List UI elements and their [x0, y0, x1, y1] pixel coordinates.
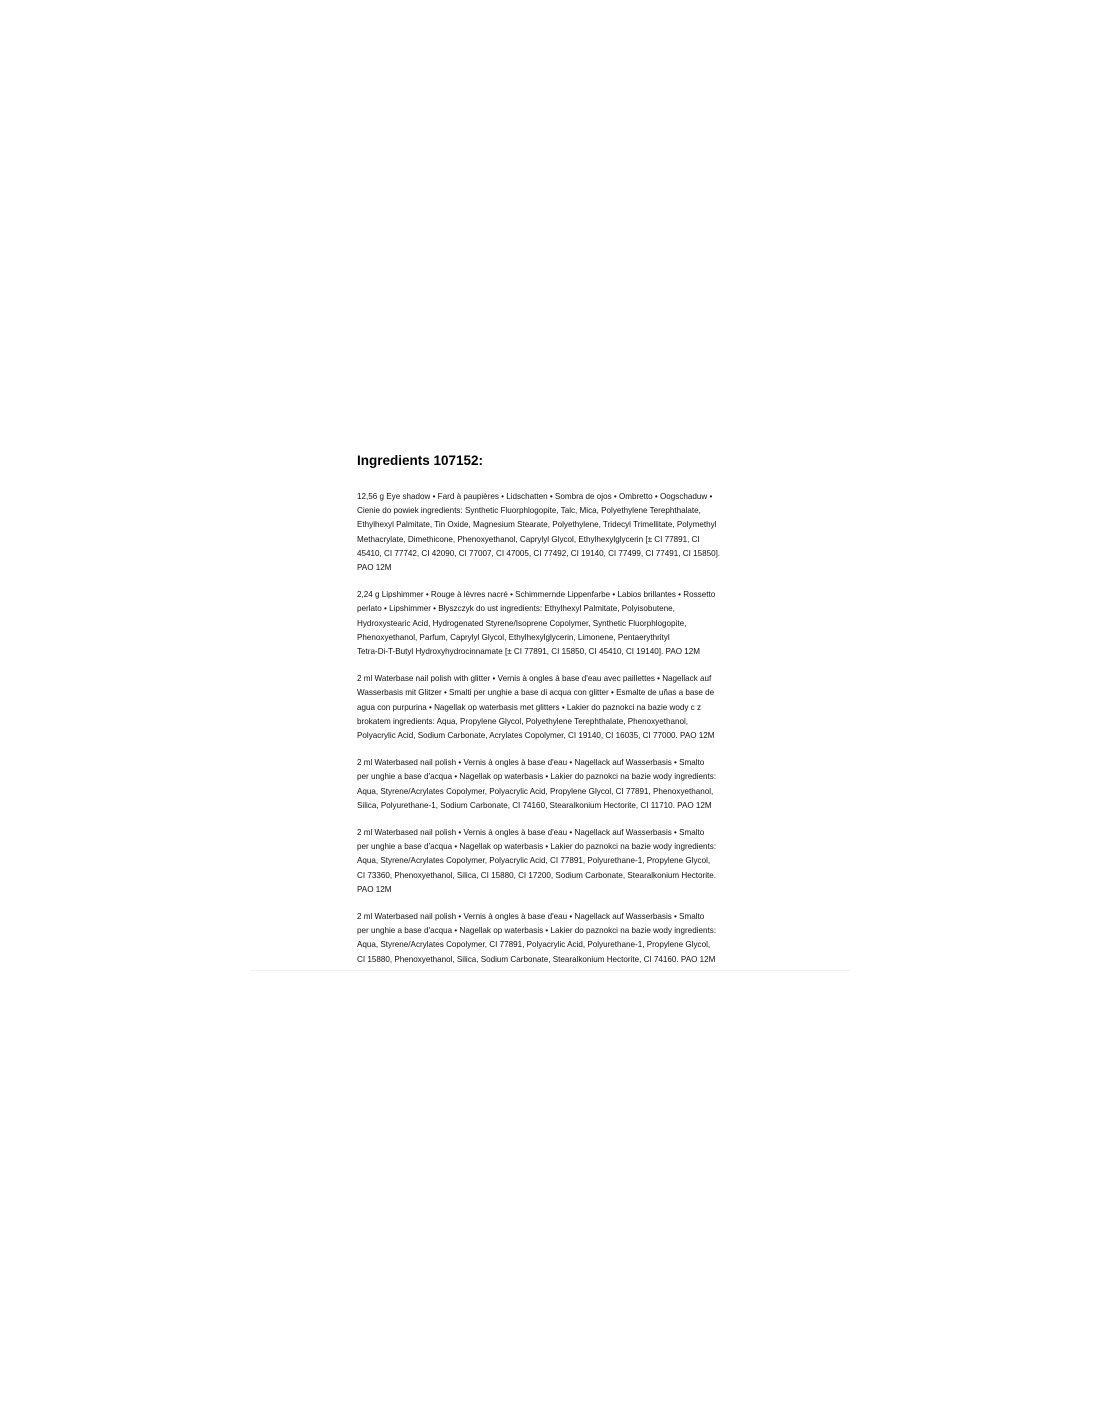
text-line: 12,56 g Eye shadow • Fard à paupières • Lidschatten • Sombra de ojos • Ombretto • Oogschaduw •: [357, 492, 713, 501]
text-line: Cienie do powiek ingredients: Synthetic Fluorphlogopite, Talc, Mica, Polyethylene Terephthalate,: [357, 506, 701, 516]
text-line: Aqua, Styrene/Acrylates Copolymer, Polyacrylic Acid, CI 77891, Polyurethane-1, Propylene Glycol,: [357, 856, 711, 866]
text-line: per unghie a base d'acqua • Nagellak op waterbasis • Lakier do paznokci na bazie wody ingredients:: [357, 772, 717, 782]
text-line: CI 73360, Phenoxyethanol, Silica, CI 15880, CI 17200, Sodium Carbonate, Stearalkonium Hectorite.: [357, 870, 717, 880]
text-line: Phenoxyethanol, Parfum, Caprylyl Glycol, Ethylhexylglycerin, Limonene, Pentaerythrityl: [357, 632, 670, 642]
text-line: per unghie a base d'acqua • Nagellak op waterbasis • Lakier do paznokci na bazie wody ingredients:: [357, 926, 717, 936]
text-line: Hydroxystearic Acid, Hydrogenated Styrene/Isoprene Copolymer, Synthetic Fluorphlogopite,: [357, 618, 687, 628]
ingredient-paragraph-nail-polish-2: [357, 826, 762, 897]
text-line: PAO 12M: [357, 563, 392, 573]
text-line: 2 ml Waterbased nail polish • Vernis à ongles à base d'eau • Nagellack auf Wasserbasis • Smalto: [357, 912, 705, 922]
text-line: Tetra-Di-T-Butyl Hydroxyhydrocinnamate [± CI 77891, CI 15850, CI 45410, CI 19140]. PAO 12M: [357, 647, 701, 657]
text-line: perlato • Lipshimmer • Błyszczyk do ust ingredients: Ethylhexyl Palmitate, Polyisobutene,: [357, 604, 675, 614]
ingredient-paragraph-nail-polish-3: [357, 910, 762, 967]
text-line: Methacrylate, Dimethicone, Phenoxyethanol, Caprylyl Glycol, Ethylhexylglycerin [± CI 77891, CI: [357, 534, 700, 544]
text-line: 45410, CI 77742, CI 42090, CI 77007, CI 47005, CI 77492, CI 19140, CI 77499, CI 77491, CI 15850].: [357, 548, 721, 558]
text-line: Aqua, Styrene/Acrylates Copolymer, Polyacrylic Acid, Propylene Glycol, CI 77891, Phenoxyethanol,: [357, 786, 714, 796]
ingredient-paragraph-eye-shadow: [357, 490, 762, 575]
text-line: Wasserbasis mit Glitzer • Smalti per unghie a base di acqua con glitter • Esmalte de uñas a base de: [357, 688, 715, 698]
ingredients-document: [357, 452, 762, 980]
text-line: 2 ml Waterbased nail polish • Vernis à ongles à base d'eau • Nagellack auf Wasserbasis • Smalto: [357, 828, 705, 838]
text-line: Ethylhexyl Palmitate, Tin Oxide, Magnesium Stearate, Polyethylene, Tridecyl Trimellitate, Polymethyl: [357, 520, 717, 530]
text-line: per unghie a base d'acqua • Nagellak op waterbasis • Lakier do paznokci na bazie wody ingredients:: [357, 842, 717, 852]
page-divider: [250, 970, 850, 971]
ingredient-paragraph-lipshimmer: [357, 588, 762, 659]
text-line: Polyacrylic Acid, Sodium Carbonate, Acrylates Copolymer, CI 19140, CI 16035, CI 77000. PAO 12M: [357, 731, 715, 741]
text-line: PAO 12M: [357, 884, 392, 894]
text-line: Silica, Polyurethane-1, Sodium Carbonate, CI 74160, Stearalkonium Hectorite, CI 11710. PAO 12M: [357, 800, 712, 810]
text-line: 2,24 g Lipshimmer • Rouge à lèvres nacré • Schimmernde Lippenfarbe • Labios brillantes • Rossetto: [357, 590, 716, 600]
document-title: Ingredients 107152:: [357, 453, 484, 468]
text-line: 2 ml Waterbase nail polish with glitter • Vernis à ongles à base d'eau avec paillettes • Nagellack auf: [357, 674, 712, 684]
text-line: 2 ml Waterbased nail polish • Vernis à ongles à base d'eau • Nagellack auf Wasserbasis • Smalto: [357, 758, 705, 768]
text-line: agua con purpurina • Nagellak op waterbasis met glitters • Lakier do paznokci na bazie wody c z: [357, 702, 701, 712]
text-line: CI 15880, Phenoxyethanol, Silica, Sodium Carbonate, Stearalkonium Hectorite, CI 74160. PAO 12M: [357, 954, 716, 964]
ingredient-paragraph-glitter-nail-polish: [357, 672, 762, 743]
ingredient-paragraph-nail-polish-1: [357, 756, 762, 813]
text-line: brokatem ingredients: Aqua, Propylene Glycol, Polyethylene Terephthalate, Phenoxyethanol,: [357, 716, 689, 726]
text-line: Aqua, Styrene/Acrylates Copolymer, CI 77891, Polyacrylic Acid, Polyurethane-1, Propylene Glycol,: [357, 940, 711, 950]
